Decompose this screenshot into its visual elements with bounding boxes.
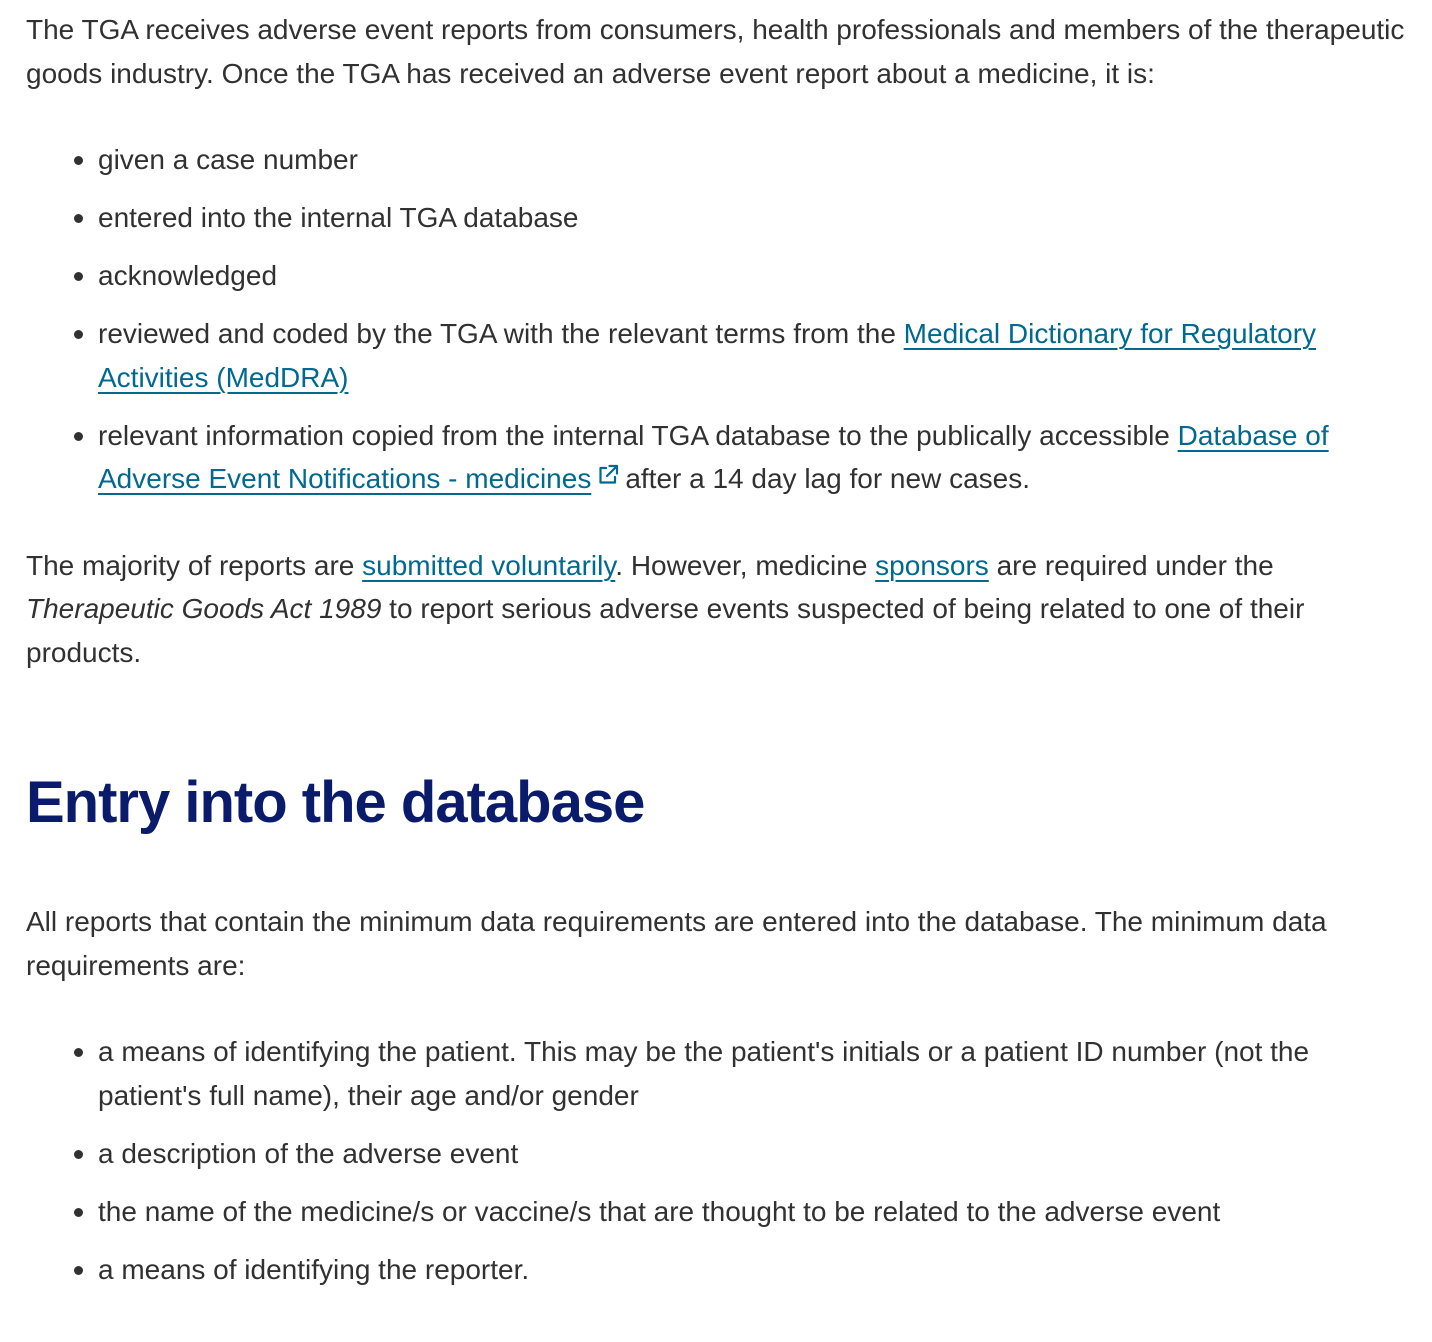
list-item [98,254,1406,298]
list-item [98,414,1406,501]
process-list [26,138,1406,501]
requirements-list [26,1030,1406,1291]
voluntary-paragraph [26,544,1406,675]
external-link-icon[interactable] [597,464,619,486]
list-item [98,1248,1406,1292]
list-item-text-after: after a 14 day lag for new cases. [625,463,1031,494]
section-heading: Entry into the database [26,770,645,835]
daen-medicines-link[interactable]: Database of Adverse Event Notifications - medicines [98,419,1329,494]
text-run: are required under the [988,549,1274,581]
list-item-text: relevant information copied from the internal TGA database to the publically accessible [98,419,1178,451]
list-item-text: the name of the medicine/s or vaccine/s that are thought to be related to the adverse event [98,1195,1221,1227]
text-run: The majority of reports are [26,549,363,581]
meddra-link[interactable]: Medical Dictionary for Regulatory Activities (MedDRA) [98,318,1317,393]
list-item-text: a description of the adverse event [98,1137,519,1169]
list-item [98,196,1406,240]
intro-paragraph: The TGA receives adverse event reports from consumers, health professionals and members of the therapeutic goods industry. Once the TGA has received an adverse event report about a medicine, it is: [26,14,1405,89]
section-heading-wrap [26,770,1406,836]
sponsors-link[interactable]: sponsors [875,549,989,581]
list-item [98,312,1406,399]
list-item-text: a means of identifying the reporter. [98,1253,530,1285]
submitted-voluntarily-link[interactable]: submitted voluntarily [362,549,616,581]
list-item-text: acknowledged [98,260,278,291]
list-item [98,1132,1406,1176]
list-item-text: given a case number [98,144,358,175]
list-item [98,1190,1406,1234]
list-item-text: a means of identifying the patient. This may be the patient's initials or a patient ID number (not the patient's full name), their age and/or gender [98,1036,1310,1111]
entry-paragraph: All reports that contain the minimum data requirements are entered into the database. The minimum data requirements are: [26,906,1327,981]
list-item-text: entered into the internal TGA database [98,202,579,233]
text-run: . However, medicine [615,549,876,581]
text-run: to report serious adverse events suspected of being related to one of their products. [26,593,1305,668]
list-item-text: reviewed and coded by the TGA with the relevant terms from the [98,318,904,349]
list-item [98,138,1406,182]
act-name: Therapeutic Goods Act 1989 [26,593,382,624]
list-item [98,1030,1406,1117]
